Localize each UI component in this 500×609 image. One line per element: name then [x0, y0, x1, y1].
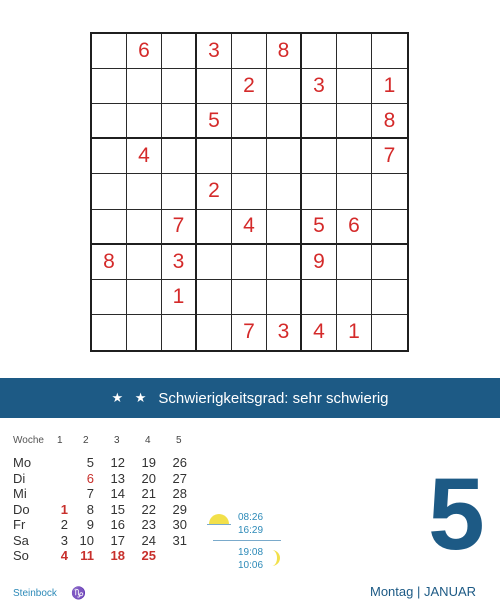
sudoku-cell: 4: [302, 315, 337, 350]
difficulty-stars: ★ ★: [111, 390, 151, 405]
sudoku-cell: [197, 139, 232, 174]
sudoku-cell: [92, 34, 127, 69]
sudoku-cell: [372, 280, 407, 315]
weekday-name: Sa: [13, 532, 29, 548]
zodiac-label: Steinbock: [13, 588, 57, 599]
week-number: 5: [176, 435, 182, 446]
calendar-date: 11: [80, 548, 94, 563]
calendar-date: 25: [141, 548, 156, 563]
sudoku-cell: [127, 315, 162, 350]
sudoku-cell: [197, 245, 232, 280]
sudoku-cell: [92, 174, 127, 209]
sudoku-cell: [267, 245, 302, 280]
calendar-date: 12: [110, 455, 125, 470]
calendar-date: 4: [60, 548, 68, 563]
sudoku-cell: [302, 104, 337, 139]
sudoku-cell: [267, 210, 302, 245]
calendar-date: 22: [141, 501, 156, 517]
sudoku-cell: [197, 280, 232, 315]
sudoku-cell: 6: [337, 210, 372, 245]
week-number: 1: [57, 435, 63, 446]
calendar-date: 15: [110, 501, 125, 517]
calendar-date: 30: [172, 517, 187, 532]
sunrise-time: 08:26: [238, 512, 264, 523]
sudoku-cell: 4: [232, 210, 267, 245]
sudoku-cell: [337, 139, 372, 174]
moonset-time: 10:06: [238, 560, 264, 571]
sunset-time: 16:29: [238, 525, 264, 536]
sudoku-cell: 7: [232, 315, 267, 350]
week-label: Woche: [13, 435, 44, 446]
sudoku-cell: [372, 315, 407, 350]
month-name: JANUAR: [424, 584, 477, 599]
calendar-date: 8: [86, 501, 94, 517]
sudoku-cell: [127, 280, 162, 315]
sudoku-cell: [92, 104, 127, 139]
calendar-date: 31: [172, 532, 187, 548]
sudoku-cell: 2: [232, 69, 267, 104]
sudoku-cell: [267, 139, 302, 174]
sudoku-cell: [197, 315, 232, 350]
calendar-date: 27: [172, 470, 187, 486]
calendar-date: 3: [60, 532, 68, 548]
sudoku-cell: 8: [372, 104, 407, 139]
sudoku-cell: [127, 174, 162, 209]
sudoku-cell: [162, 104, 197, 139]
sudoku-cell: [92, 210, 127, 245]
sudoku-cell: [267, 104, 302, 139]
sudoku-grid: [90, 32, 409, 352]
sudoku-cell: 3: [302, 69, 337, 104]
sudoku-cell: [127, 69, 162, 104]
calendar-date: 28: [172, 486, 187, 501]
capricorn-icon: ♑: [71, 586, 86, 600]
sudoku-cell: [197, 210, 232, 245]
week-number: 3: [114, 435, 120, 446]
calendar-date: 10: [79, 532, 94, 548]
sudoku-cell: [372, 245, 407, 280]
sudoku-cell: [267, 280, 302, 315]
weekday-name: Fr: [13, 517, 26, 532]
sudoku-cell: [337, 104, 372, 139]
calendar-date: 26: [172, 455, 187, 470]
calendar-date: 7: [86, 486, 94, 501]
sudoku-cell: [127, 210, 162, 245]
sudoku-cell: [337, 174, 372, 209]
sudoku-cell: 2: [197, 174, 232, 209]
calendar-date: 29: [172, 501, 187, 517]
sudoku-cell: [337, 245, 372, 280]
sudoku-cell: 5: [197, 104, 232, 139]
calendar-date: 17: [110, 532, 125, 548]
sudoku-cell: [337, 69, 372, 104]
sudoku-cell: [92, 69, 127, 104]
sudoku-cell: [162, 174, 197, 209]
sudoku-cell: [127, 245, 162, 280]
sudoku-cell: 7: [372, 139, 407, 174]
sudoku-cell: [337, 34, 372, 69]
moonrise-time: 19:08: [238, 547, 264, 558]
sudoku-cell: [267, 69, 302, 104]
sudoku-cell: 6: [127, 34, 162, 69]
weekday: Montag: [370, 584, 414, 599]
sudoku-cell: [232, 174, 267, 209]
calendar-date: 16: [110, 517, 125, 532]
sudoku-cell: [162, 139, 197, 174]
sudoku-cell: [302, 280, 337, 315]
day-number: 5: [428, 457, 485, 571]
sudoku-cell: 8: [92, 245, 127, 280]
sudoku-cell: [92, 139, 127, 174]
weekday-month-line: [370, 584, 476, 599]
sudoku-cell: [302, 139, 337, 174]
sudoku-cell: [372, 210, 407, 245]
sudoku-cell: [302, 34, 337, 69]
sudoku-cell: 5: [302, 210, 337, 245]
calendar-date: 21: [141, 486, 156, 501]
sudoku-cell: [197, 69, 232, 104]
sudoku-cell: 3: [197, 34, 232, 69]
calendar-date: 18: [110, 548, 125, 563]
sudoku-cell: [92, 280, 127, 315]
week-number: 4: [145, 435, 151, 446]
sudoku-cell: [232, 104, 267, 139]
moon-icon: [268, 548, 282, 568]
sudoku-cell: 3: [267, 315, 302, 350]
sudoku-cell: 7: [162, 210, 197, 245]
sudoku-cell: 4: [127, 139, 162, 174]
sudoku-cell: [337, 280, 372, 315]
sudoku-cell: [267, 174, 302, 209]
calendar-date: 23: [141, 517, 156, 532]
sudoku-cell: 1: [372, 69, 407, 104]
sudoku-cell: [232, 280, 267, 315]
weekday-name: Do: [13, 501, 30, 517]
sudoku-cell: [127, 104, 162, 139]
sudoku-cell: 1: [162, 280, 197, 315]
sudoku-cell: [372, 34, 407, 69]
calendar-date: 2: [60, 517, 68, 532]
weekday-name: Mo: [13, 455, 32, 470]
sun-moon-divider: [213, 540, 281, 541]
sun-icon: [207, 510, 231, 526]
sudoku-cell: [232, 245, 267, 280]
weekday-name: So: [13, 548, 29, 563]
calendar-date: 6: [86, 470, 94, 486]
sudoku-cell: [372, 174, 407, 209]
sudoku-cell: [232, 139, 267, 174]
sudoku-cell: [92, 315, 127, 350]
sudoku-cell: [162, 69, 197, 104]
weekday-name: Mi: [13, 486, 27, 501]
weekday-name: Di: [13, 470, 26, 486]
calendar-date: 20: [141, 470, 156, 486]
sudoku-cell: [162, 34, 197, 69]
calendar-date: 9: [86, 517, 94, 532]
calendar-date: 13: [110, 470, 125, 486]
calendar-date: 19: [141, 455, 156, 470]
weekday-separator: |: [417, 584, 421, 599]
difficulty-text: Schwierigkeitsgrad: sehr schwierig: [158, 389, 389, 407]
calendar-date: 14: [110, 486, 125, 501]
sudoku-cell: [232, 34, 267, 69]
calendar-date: 5: [86, 455, 94, 470]
sudoku-cell: 1: [337, 315, 372, 350]
difficulty-banner: [0, 378, 500, 418]
sudoku-cell: 3: [162, 245, 197, 280]
sudoku-cell: 8: [267, 34, 302, 69]
week-number: 2: [83, 435, 89, 446]
calendar-date: 1: [60, 501, 68, 517]
sudoku-cell: [302, 174, 337, 209]
calendar-date: 24: [141, 532, 156, 548]
sudoku-cell: 9: [302, 245, 337, 280]
sudoku-cell: [162, 315, 197, 350]
